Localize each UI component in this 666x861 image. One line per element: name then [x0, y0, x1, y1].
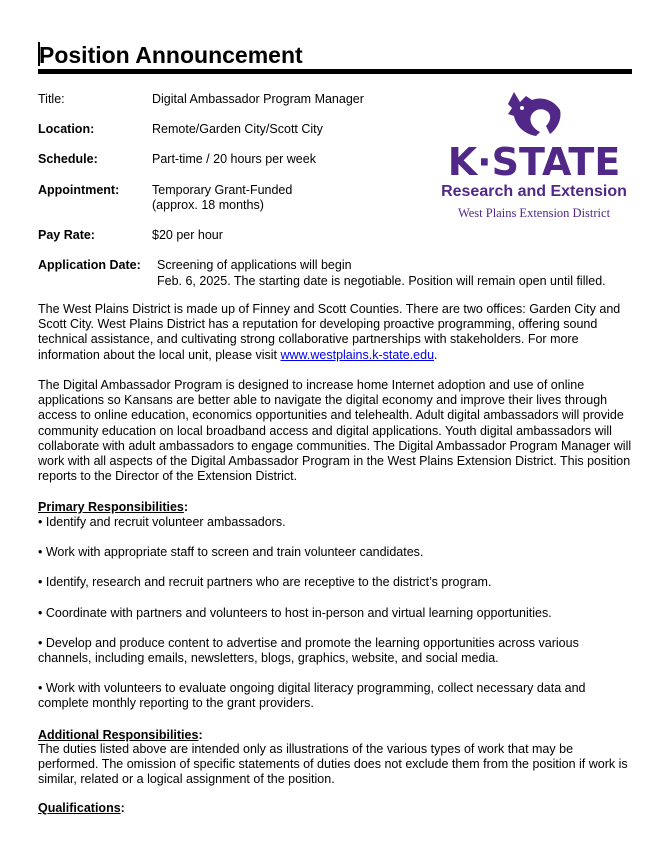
additional-responsibilities-heading: [38, 727, 203, 743]
page-title: Position Announcement: [39, 42, 303, 68]
primary-item-2: • Work with appropriate staff to screen and train volunteer candidates.: [38, 545, 424, 559]
kstate-logo: [436, 92, 632, 224]
field-label-application-date: Application Date:: [38, 258, 141, 272]
primary-item-5: • Develop and produce content to advertise and promote the learning opportunities across various channels, including emails, newsletters, blogs, graphics, website, and social media.: [38, 636, 579, 666]
field-value-location: Remote/Garden City/Scott City: [152, 122, 323, 136]
logo-research-extension: Research and Extension: [441, 183, 627, 200]
field-value-appointment-note: (approx. 18 months): [152, 198, 264, 212]
primary-item-1: • Identify and recruit volunteer ambassadors.: [38, 515, 286, 529]
logo-district: West Plains Extension District: [457, 206, 611, 220]
program-paragraph: The Digital Ambassador Program is designed to increase home Internet adoption and use of online applications so Kansans are better able to navigate the digital economy and improve their lives through access to online education, economics opportunities and telehealth. Adult digital ambassadors will provide community education on local broadband access and digital applications. Youth digital ambassadors will collaborate with adult ambassadors to engage communities. The Digital Ambassador Program Manager will work with all aspects of the Digital Ambassador Program in the West Plains Extension District. This position reports to the Director of the Extension District.: [38, 378, 632, 484]
field-value-pay-rate: $20 per hour: [152, 228, 223, 242]
additional-paragraph: The duties listed above are intended only as illustrations of the various types of work that may be performed. The omission of specific statements of duties does not exclude them from the position if work is similar, related or a logical assignment of the position.: [38, 742, 628, 787]
field-label-pay-rate: Pay Rate:: [38, 228, 95, 242]
district-website-link[interactable]: www.westplains.k-state.edu: [280, 347, 435, 362]
primary-heading-text: Primary Responsibilities: [38, 500, 184, 514]
intro-text: The West Plains District is made up of Finney and Scott Counties. There are two offices: Garden City and Scott City. West Plains District has a reputation for developing proactive programming, offering sound technical assistance, and cultivating strong collaborative partnerships with stakeholders. For more information about the local unit, please visit: [38, 302, 621, 362]
primary-heading-colon: :: [183, 500, 189, 514]
additional-heading-colon: :: [198, 728, 203, 742]
primary-item-3: • Identify, research and recruit partners who are receptive to the district’s program.: [38, 575, 492, 589]
field-value-title: Digital Ambassador Program Manager: [152, 92, 364, 106]
field-value-application-date-line1: Screening of applications will begin: [157, 258, 352, 272]
field-label-schedule: Schedule:: [38, 152, 98, 166]
field-label-title: Title:: [38, 92, 65, 106]
field-label-location: Location:: [38, 122, 95, 136]
logo-wordmark: K·STATE: [447, 140, 621, 184]
qualifications-heading: [38, 800, 125, 816]
primary-item-6: • Work with volunteers to evaluate ongoing digital literacy programming, collect necessary data and complete monthly reporting to the grant providers.: [38, 681, 586, 711]
field-value-application-date-line2: Feb. 6, 2025. The starting date is negotiable. Position will remain open until filled.: [157, 274, 606, 288]
field-value-appointment: Temporary Grant-Funded: [152, 183, 293, 197]
field-value-schedule: Part-time / 20 hours per week: [152, 152, 316, 166]
intro-after: .: [434, 347, 438, 362]
primary-responsibilities-heading: [38, 499, 188, 515]
heading-rule: [38, 69, 632, 74]
additional-heading-text: Additional Responsibilities: [38, 728, 199, 742]
primary-item-4: • Coordinate with partners and volunteers to host in-person and virtual learning opportunities.: [38, 606, 552, 620]
qualifications-heading-colon: :: [120, 801, 125, 815]
qualifications-heading-text: Qualifications: [38, 801, 121, 815]
wildcat-icon: [506, 92, 562, 136]
intro-paragraph: [38, 302, 634, 363]
field-label-appointment: Appointment:: [38, 183, 120, 197]
